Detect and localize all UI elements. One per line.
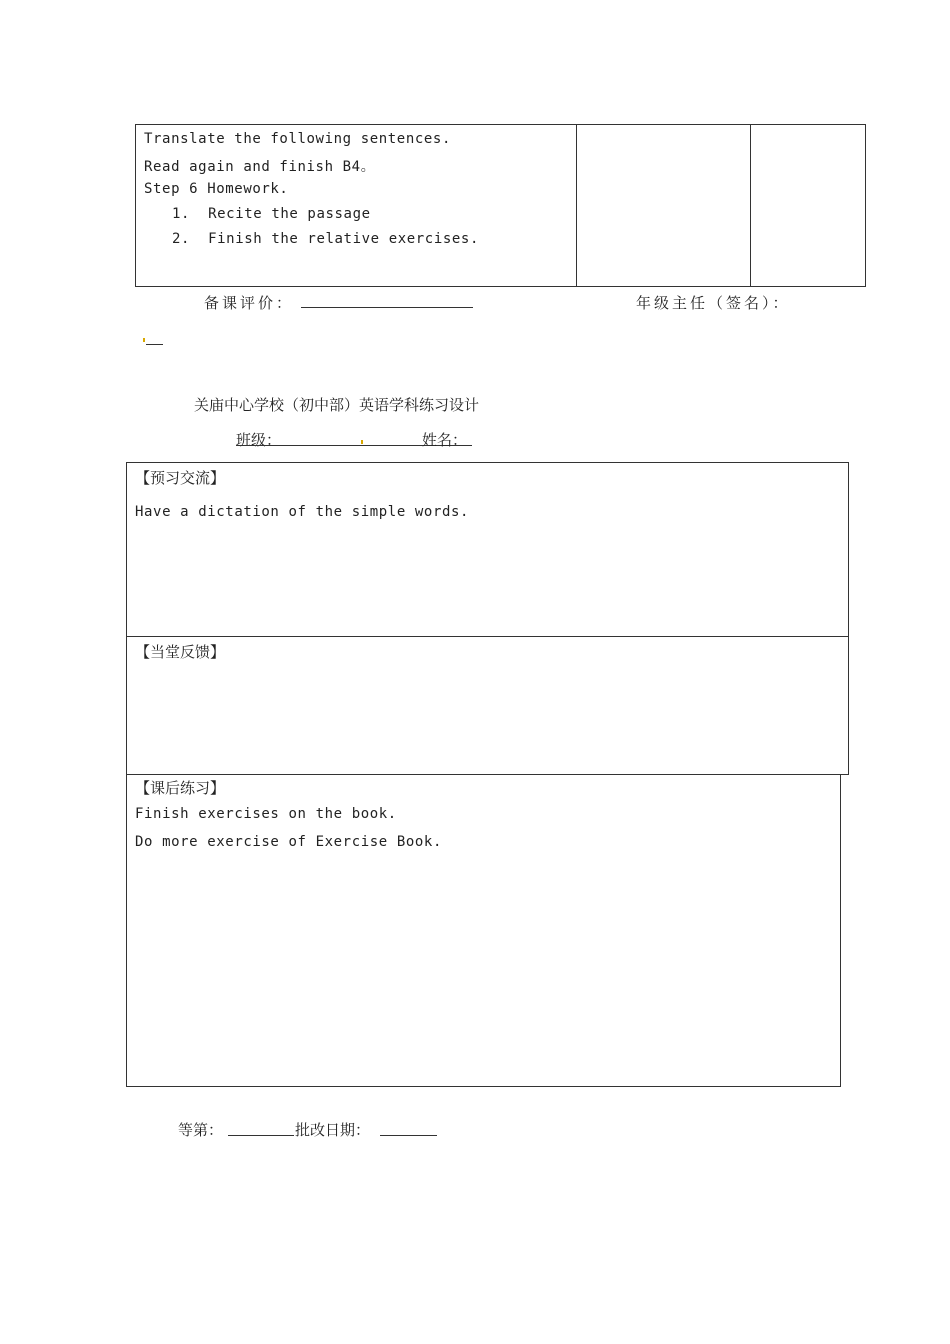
after-class-title: 【课后练习】 <box>135 779 226 797</box>
name-label: 姓名： <box>422 431 468 449</box>
column-divider <box>576 125 577 286</box>
director-signature-label: 年级主任（签名）： <box>636 294 791 312</box>
lesson-line: 2. Finish the relative exercises. <box>172 231 479 247</box>
lesson-line: Translate the following sentences. <box>144 131 451 147</box>
lesson-line: Step 6 Homework. <box>144 181 289 197</box>
worksheet-title: 关庙中心学校（初中部）英语学科练习设计 <box>194 396 480 414</box>
preview-section <box>126 462 849 637</box>
short-rule <box>146 344 163 345</box>
preview-title: 【预习交流】 <box>135 469 226 487</box>
feedback-title: 【当堂反馈】 <box>135 643 226 661</box>
edit-mark <box>143 338 145 342</box>
grade-label: 等第： <box>178 1121 224 1139</box>
grading-date-label: 批改日期： <box>295 1121 371 1139</box>
evaluation-blank[interactable] <box>301 293 473 308</box>
after-class-line: Do more exercise of Exercise Book. <box>135 834 442 850</box>
lesson-line: Read again and finish B4。 <box>144 159 376 175</box>
preview-line: Have a dictation of the simple words. <box>135 504 470 520</box>
after-class-line: Finish exercises on the book. <box>135 806 397 822</box>
grading-date-blank[interactable] <box>380 1121 437 1136</box>
edit-mark <box>361 440 363 444</box>
grade-blank[interactable] <box>228 1121 294 1136</box>
feedback-section <box>126 636 849 775</box>
column-divider <box>750 125 751 286</box>
evaluation-label: 备课评价： <box>204 294 295 312</box>
lesson-line: 1. Recite the passage <box>172 206 371 222</box>
lesson-plan-table <box>135 124 866 287</box>
after-class-section <box>126 774 841 1087</box>
class-label: 班级： <box>236 431 282 449</box>
